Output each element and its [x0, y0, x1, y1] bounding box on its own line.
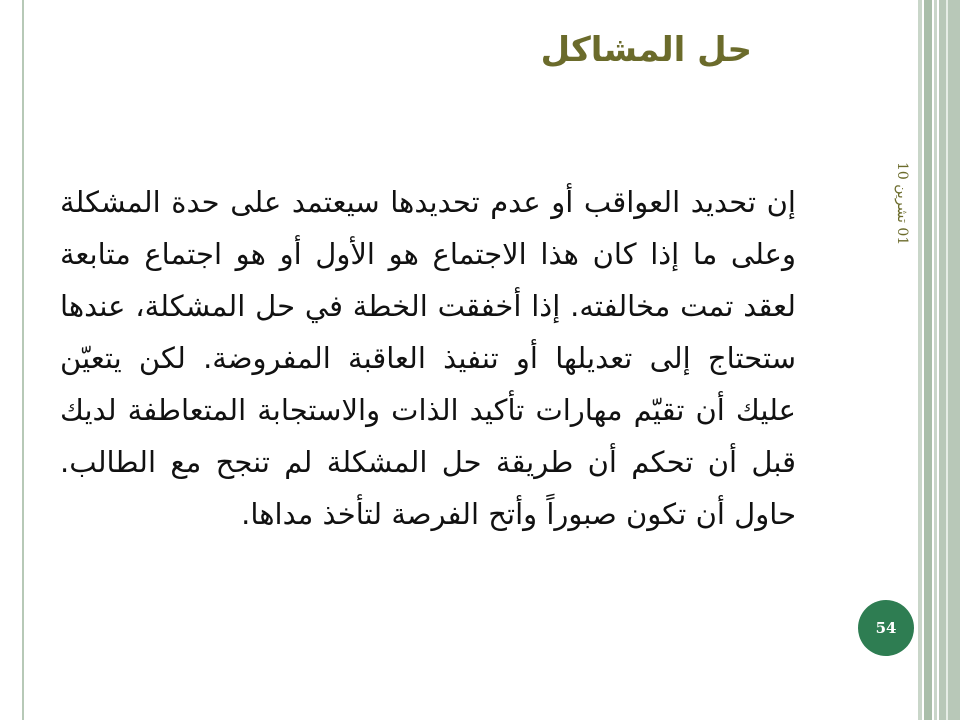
page-number-badge: 54: [858, 600, 914, 656]
right-decorative-stripe: [918, 0, 922, 720]
slide-date: 01 تشرين 10: [894, 162, 910, 246]
left-border-line: [22, 0, 24, 720]
right-decorative-stripe: [946, 0, 948, 720]
slide-body-text: إن تحديد العواقب أو عدم تحديدها سيعتمد على حدة المشكلة وعلى ما إذا كان هذا الاجتماع هو الأول أو هو اجتماع متابعة لعقد تمت مخالفته. إذا أخفقت الخطة في حل المشكلة، عندها ستحتاج إلى تعديلها أو تنفيذ العاقبة المفروضة. لكن يتعيّن عليك أن تقيّم مهارات تأكيد الذات والاستجابة المتعاطفة لديك قبل أن تحكم أن طريقة حل المشكلة لم تنجح مع الطالب. حاول أن تكون صبوراً وأتح الفرصة لتأخذ مداها.: [60, 185, 796, 531]
slide-title: حل المشاكل: [540, 30, 752, 70]
right-decorative-stripe: [934, 0, 937, 720]
right-decorative-stripe: [924, 0, 932, 720]
right-decorative-stripe: [939, 0, 960, 720]
